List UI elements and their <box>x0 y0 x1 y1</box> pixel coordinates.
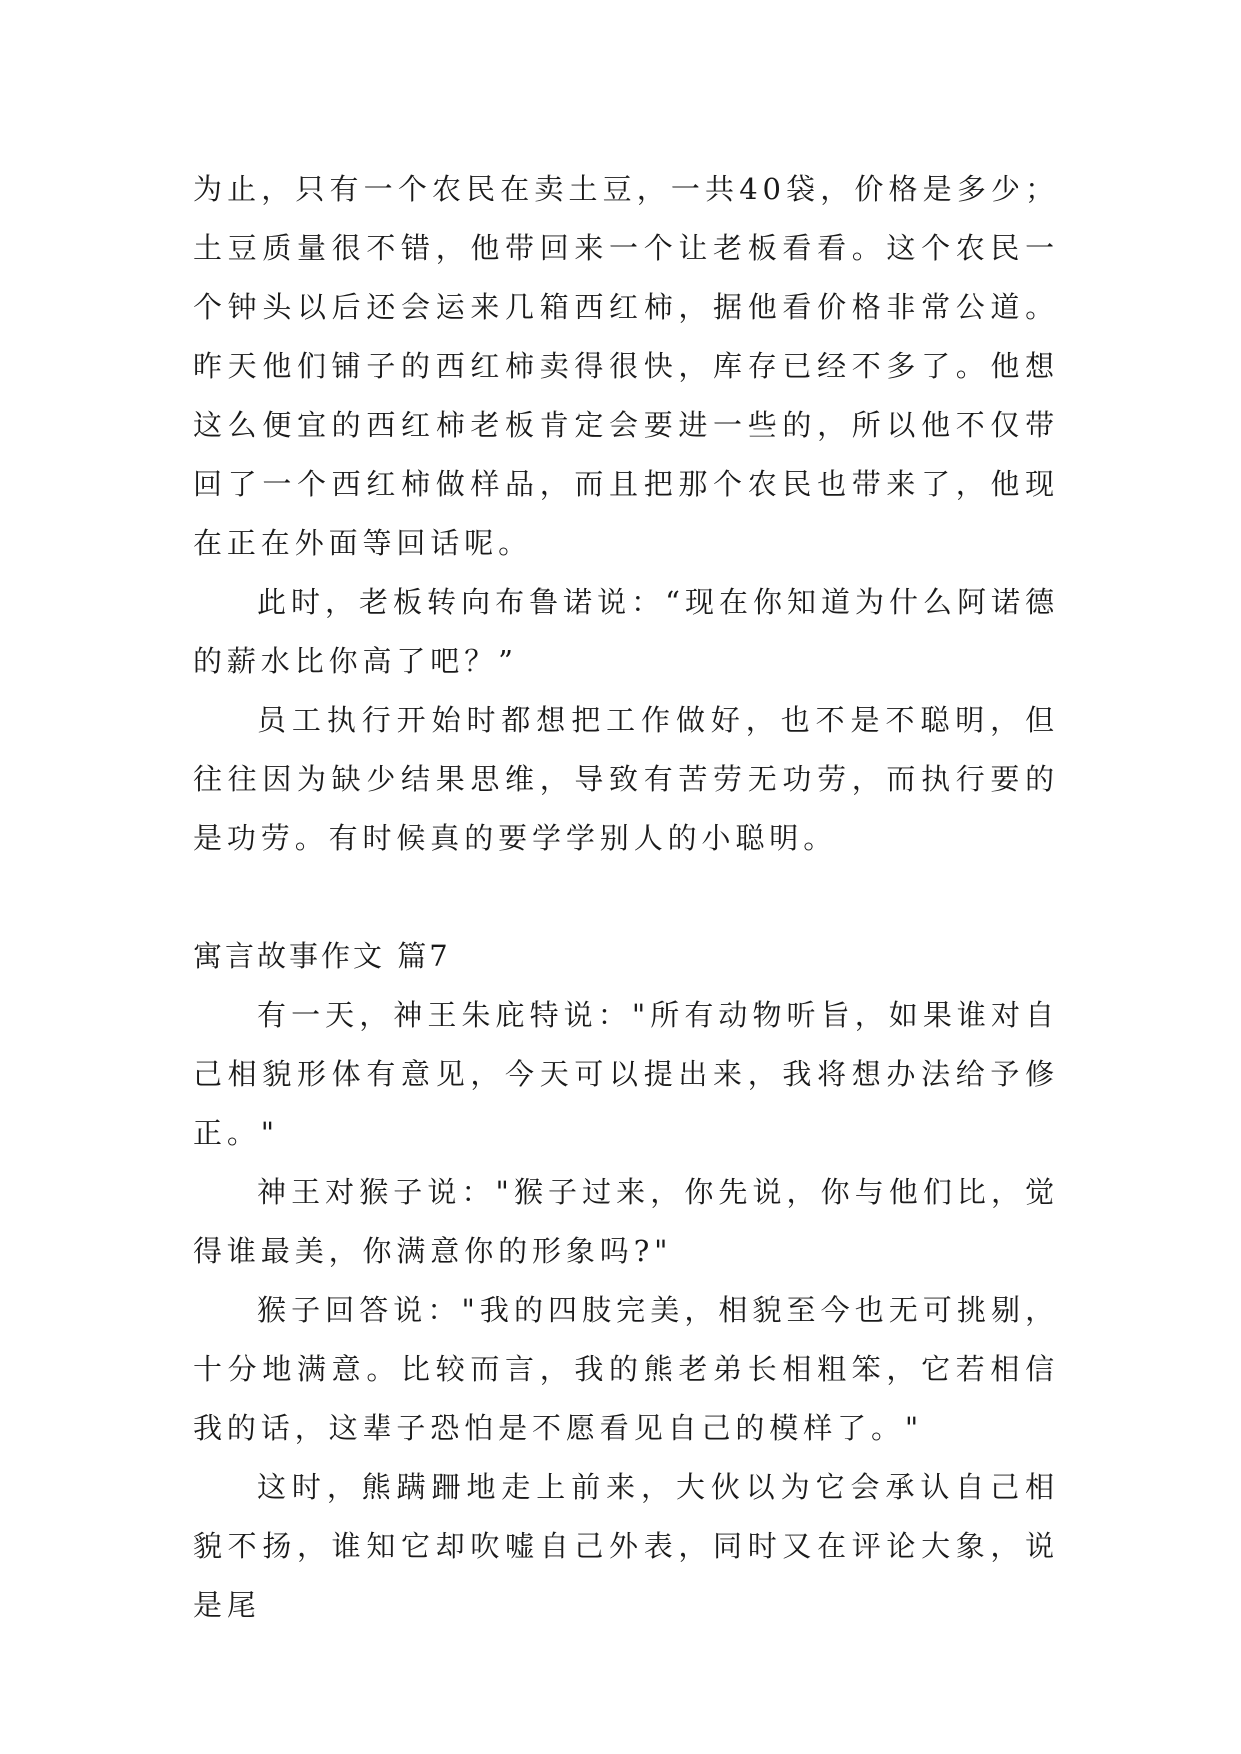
paragraph-jupiter-decree: 有一天，神王朱庇特说："所有动物听旨，如果谁对自己相貌形体有意见，今天可以提出来，我将想办法给予修正。" <box>193 998 1059 1150</box>
paragraph-jupiter-to-monkey: 神王对猴子说："猴子过来，你先说，你与他们比，觉得谁最美，你满意你的形象吗?" <box>193 1175 1059 1268</box>
paragraph-monkey-reply: 猴子回答说："我的四肢完美，相貌至今也无可挑剔，十分地满意。比较而言，我的熊老弟长相粗笨，它若相信我的话，这辈子恐怕是不愿看见自己的模样了。" <box>193 1293 1059 1445</box>
paragraph-moral: 员工执行开始时都想把工作做好，也不是不聪明，但往往因为缺少结果思维，导致有苦劳无功劳，而执行要的是功劳。有时候真的要学学别人的小聪明。 <box>193 703 1059 855</box>
section-gap <box>193 868 1059 927</box>
document-page <box>193 160 1059 1635</box>
paragraph-bear: 这时，熊蹒跚地走上前来，大伙以为它会承认自己相貌不扬，谁知它却吹嘘自己外表，同时又在评论大象，说是尾 <box>193 1470 1059 1622</box>
section-heading: 寓言故事作文 篇7 <box>193 939 451 973</box>
paragraph-boss-remark: 此时，老板转向布鲁诺说：“现在你知道为什么阿诺德的薪水比你高了吧？” <box>193 585 1059 678</box>
paragraph-continuation: 为止，只有一个农民在卖土豆，一共40袋，价格是多少；土豆质量很不错，他带回来一个让老板看看。这个农民一个钟头以后还会运来几箱西红柿，据他看价格非常公道。昨天他们铺子的西红柿卖得很快，库存已经不多了。他想这么便宜的西红柿老板肯定会要进一些的，所以他不仅带回了一个西红柿做样品，而且把那个农民也带来了，他现在正在外面等回话呢。 <box>193 172 1059 560</box>
